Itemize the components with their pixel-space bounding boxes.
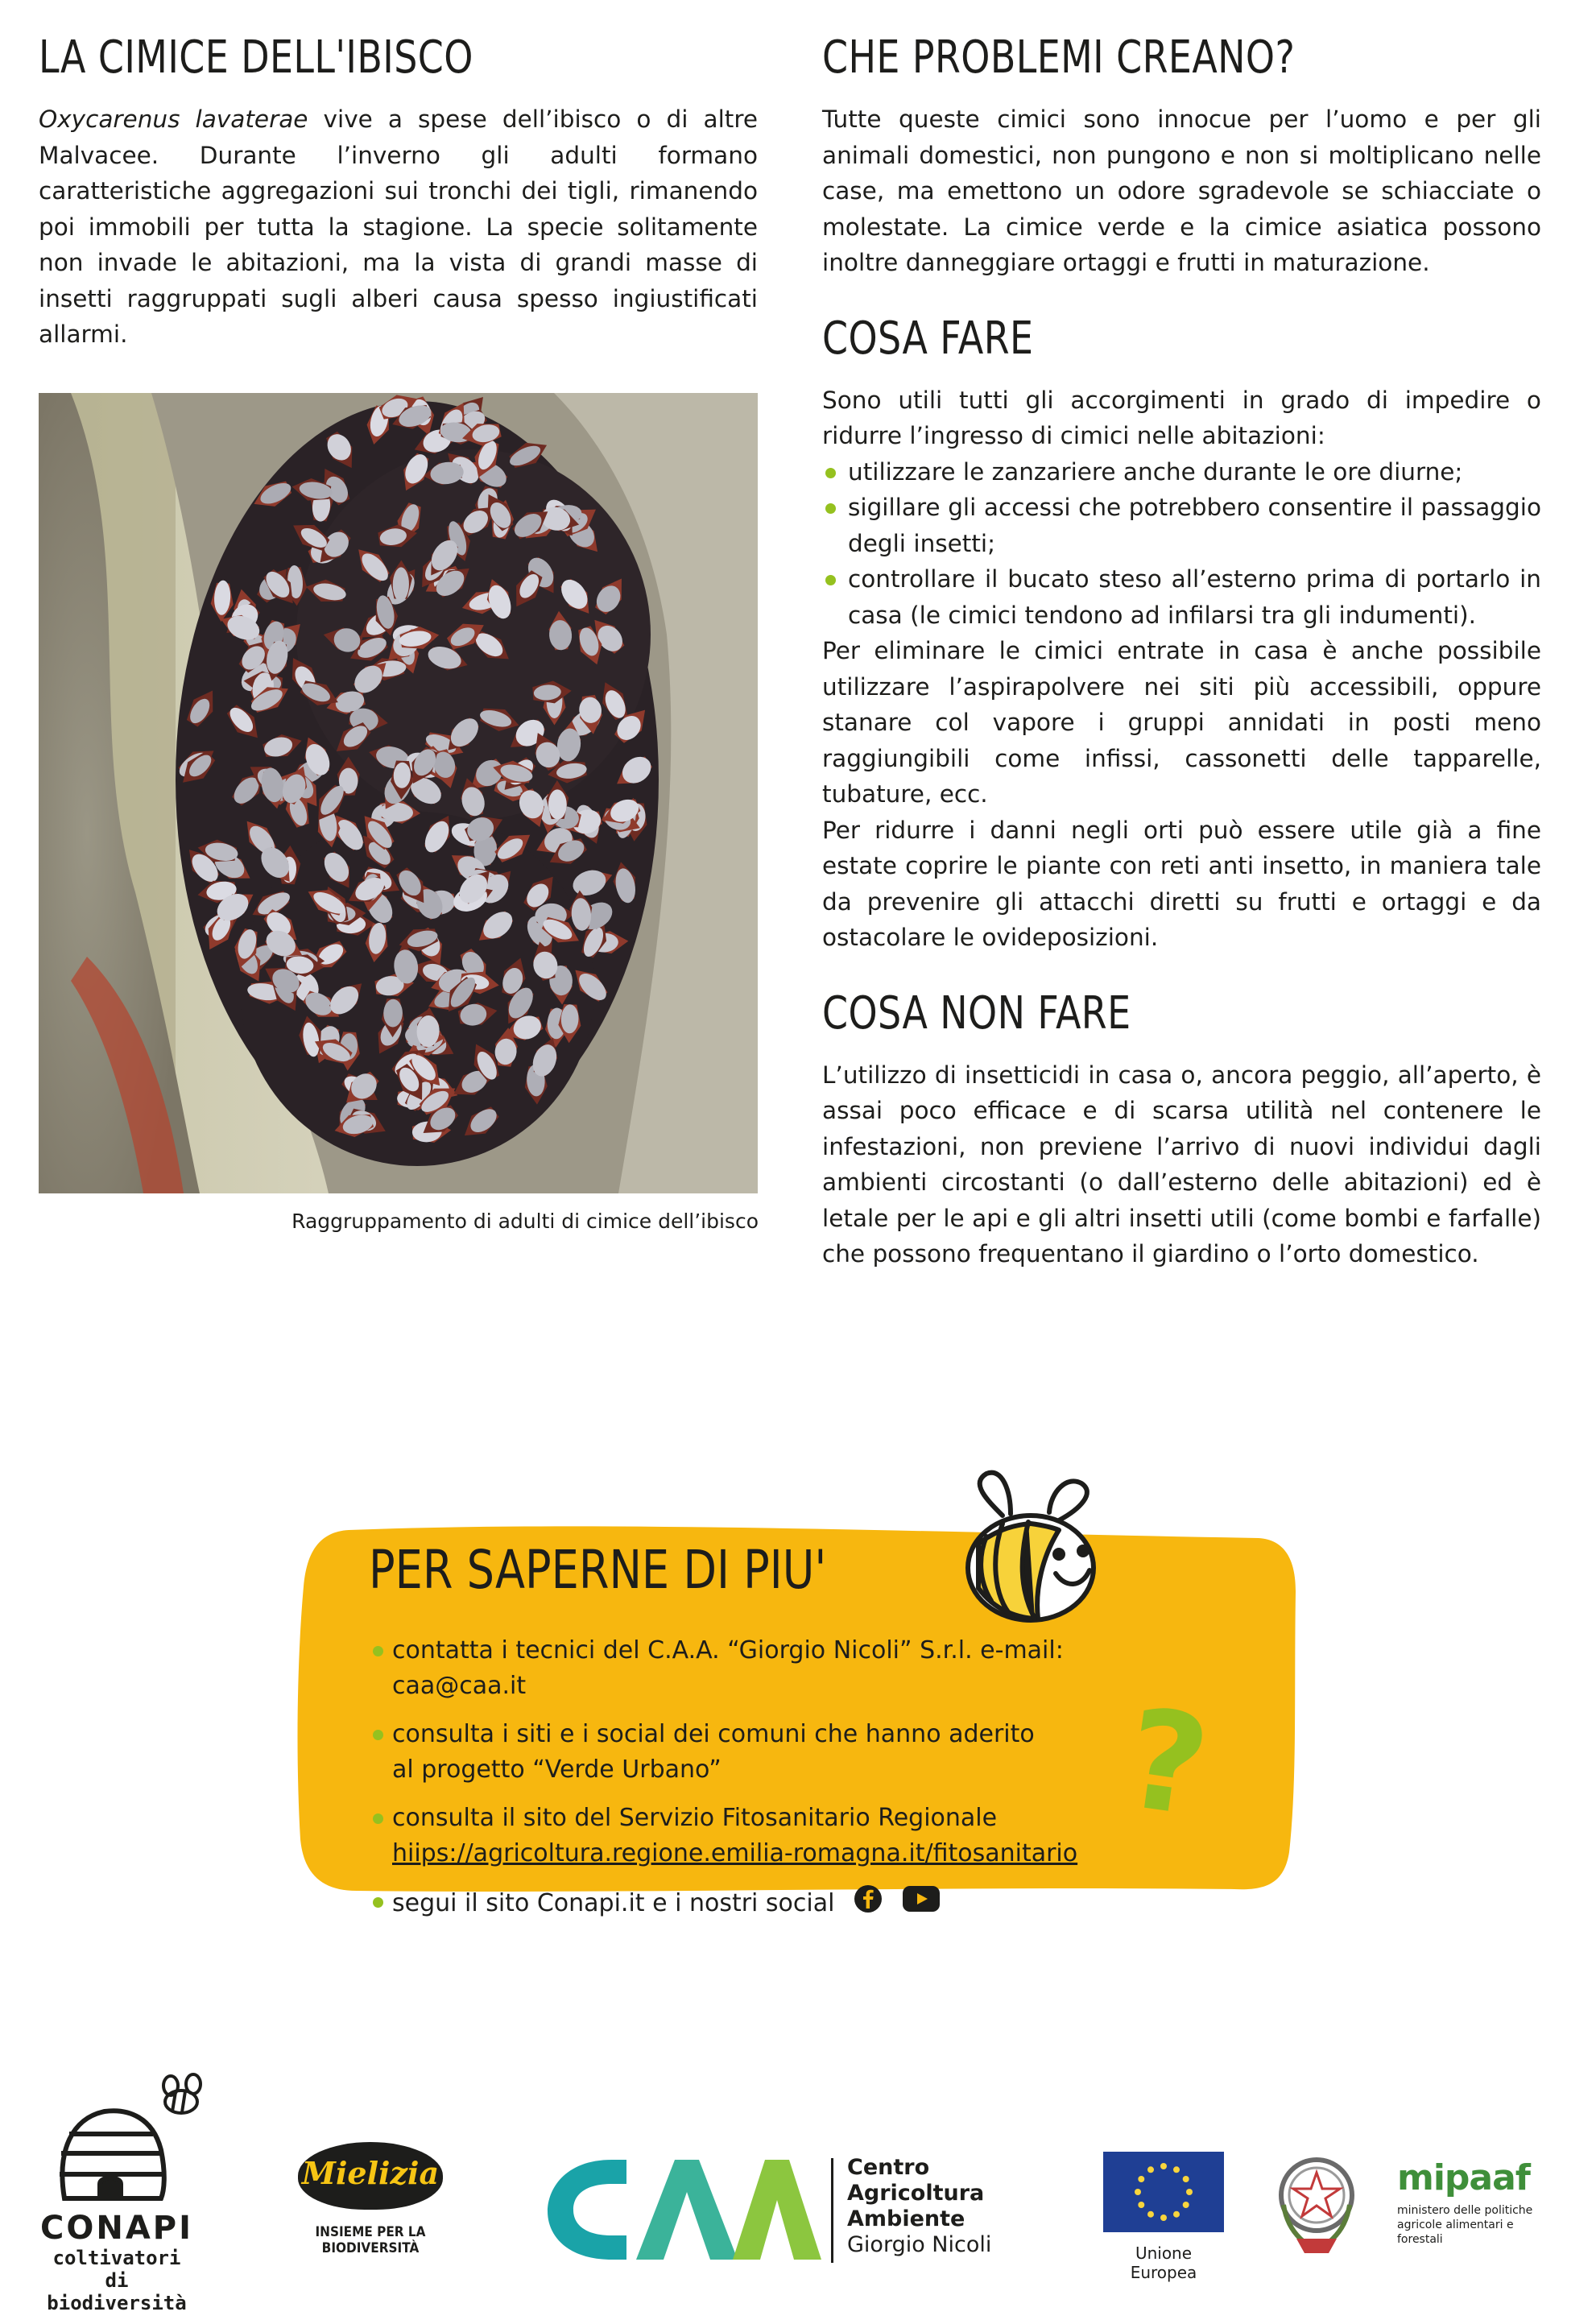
caa-logo: [531, 2142, 1047, 2279]
facebook-icon[interactable]: [854, 1884, 883, 1924]
eu-star: [1135, 2189, 1141, 2195]
caa-divider: [831, 2158, 833, 2263]
mielizia-badge: [298, 2142, 443, 2210]
list-item: utilizzare le zanzariere anche durante le ore diurne;: [822, 454, 1541, 490]
photo-caption: Raggruppamento di adulti di cimice dell’ibisco: [291, 1210, 759, 1233]
fitosanitario-link[interactable]: hiips://agricoltura.regione.emilia-romagna.it/fitosanitario: [392, 1839, 1078, 1867]
species-name: Oxycarenus lavaterae: [39, 105, 308, 133]
beehive-icon: [32, 2070, 217, 2206]
eu-flag-icon: [1103, 2152, 1224, 2232]
eu-star: [1147, 2166, 1154, 2173]
conapi-sub-1: coltivatori: [52, 2247, 181, 2269]
eu-star: [1183, 2202, 1189, 2208]
cosa-non-fare-text: L’utilizzo di insetticidi in casa o, ancora peggio, all’aperto, è assai poco efficace e di scarsa utilità nel contenere le infestazioni, non previene l’arrivo di nuovi individui dagli ambienti circostanti (o dall’esterno delle abitazioni) ed è letale per le api e gli altri insetti utili (come bombi e farfalle) che possono frequentano il giardino o l’orto domestico.: [822, 1061, 1541, 1268]
eu-logo: [1103, 2152, 1224, 2282]
info-item-social-text: segui il sito Conapi.it e i nostri social: [392, 1889, 835, 1917]
cosa-fare-list: [822, 454, 1541, 634]
info-list: [392, 1633, 1197, 1937]
conapi-logo: [32, 2070, 217, 2314]
eu-star: [1138, 2176, 1144, 2182]
list-item: sigillare gli accessi che potrebbero consentire il passaggio degli insetti;: [822, 490, 1541, 561]
left-column: [39, 32, 758, 353]
italian-emblem: [1272, 2148, 1361, 2261]
list-item: controllare il bucato steso all’esterno prima di portarlo in casa (le cimici tendono ad infilarsi tra gli indumenti).: [822, 561, 1541, 633]
emblem-star-icon: [1272, 2148, 1361, 2261]
info-box-title: PER SAPERNE DI PIU': [369, 1539, 827, 1601]
eu-star: [1160, 2215, 1167, 2221]
right-column: [822, 32, 1541, 1272]
section-title-cosa-fare: COSA FARE: [822, 312, 1034, 365]
caa-mark: [531, 2142, 821, 2271]
info-item-fitosanitario: [392, 1801, 1197, 1871]
question-mark: ?: [1116, 1679, 1218, 1848]
info-item-contact: contatta i tecnici del C.A.A. “Giorgio Nicoli” S.r.l. e-mail: caa@caa.it: [392, 1633, 1197, 1704]
intro-text: vive a spese dell’ibisco o di altre Malvacee. Durante l’inverno gli adulti formano caratteristiche aggregazioni sui tronchi dei tigli, rimanendo poi immobili per tutta la stagione. La specie solitamente non invade le abitazioni, ma la vista di grandi masse di insetti raggruppati sugli alberi causa spesso ingiustificati allarmi.: [39, 105, 758, 348]
mipaaf-logo: [1397, 2158, 1550, 2263]
mielizia-name: Mielizia: [301, 2155, 440, 2191]
caa-line-4: Giorgio Nicoli: [847, 2232, 992, 2257]
eu-star: [1186, 2189, 1193, 2195]
conapi-name: CONAPI: [40, 2210, 193, 2247]
eu-star: [1160, 2163, 1167, 2169]
section-title-cimice-ibisco: LA CIMICE DELL'IBISCO: [39, 31, 473, 84]
photo-bug-cluster: [39, 393, 758, 1193]
bee-small-icon: [163, 2074, 201, 2113]
section-title-cosa-non-fare: COSA NON FARE: [822, 986, 1131, 1040]
eu-star: [1147, 2211, 1154, 2218]
mipaaf-name: mipaaf: [1397, 2157, 1530, 2198]
cosa-fare-paragraph-3: Per ridurre i danni negli orti può essere utile già a fine estate coprire le piante con reti anti insetto, in maniera tale da prevenire gli attacchi diretti su frutti e ortaggi e da ostacolare le ovideposizioni.: [822, 816, 1541, 951]
eu-star: [1183, 2176, 1189, 2182]
problemi-text: Tutte queste cimici sono innocue per l’uomo e per gli animali domestici, non pungono e non si moltiplicano nelle case, ma emettono un odore sgradevole se schiacciate o molestate. La cimice verde e la cimice asiatica possono inoltre danneggiare ortaggi e frutti in maturazione.: [822, 105, 1541, 276]
eu-star: [1173, 2166, 1180, 2173]
info-item-comuni-line1: consulta i siti e i social dei comuni che hanno aderito: [392, 1720, 1035, 1748]
caa-line-2: Agricoltura: [847, 2181, 985, 2206]
info-item-social: [392, 1884, 1197, 1924]
cosa-fare-intro: Sono utili tutti gli accorgimenti in grado di impedire o ridurre l’ingresso di cimici nelle abitazioni:: [822, 386, 1541, 449]
info-item-fitosanitario-line1: consulta il sito del Servizio Fitosanitario Regionale: [392, 1804, 998, 1832]
mielizia-tagline: INSIEME PER LA BIODIVERSITÀ: [315, 2224, 426, 2256]
mipaaf-sub-2: agricole alimentari e forestali: [1397, 2219, 1514, 2246]
info-item-comuni: [392, 1717, 1197, 1788]
intro-paragraph: [39, 101, 758, 353]
mipaaf-sub-1: ministero delle politiche: [1397, 2204, 1533, 2217]
bee-mascot-icon: [954, 1467, 1111, 1628]
eu-label: Unione Europea: [1130, 2243, 1197, 2282]
youtube-icon[interactable]: [902, 1885, 941, 1923]
mielizia-logo: [274, 2142, 467, 2255]
conapi-sub-2: di biodiversità: [47, 2269, 187, 2314]
info-item-comuni-line2: al progetto “Verde Urbano”: [392, 1756, 722, 1784]
cosa-fare-paragraph-2: Per eliminare le cimici entrate in casa è anche possibile utilizzare l’aspirapolvere nei siti più accessibili, oppure stanare col vapore i gruppi annidati in posti meno raggiungibili come infissi, cassonetti delle tapparelle, tubature, ecc.: [822, 637, 1541, 808]
caa-line-1: Centro: [847, 2155, 930, 2180]
eu-star: [1138, 2202, 1144, 2208]
eu-star: [1173, 2211, 1180, 2218]
caa-text: [847, 2155, 991, 2258]
caa-line-3: Ambiente: [847, 2206, 965, 2231]
section-title-problemi: CHE PROBLEMI CREANO?: [822, 31, 1296, 84]
